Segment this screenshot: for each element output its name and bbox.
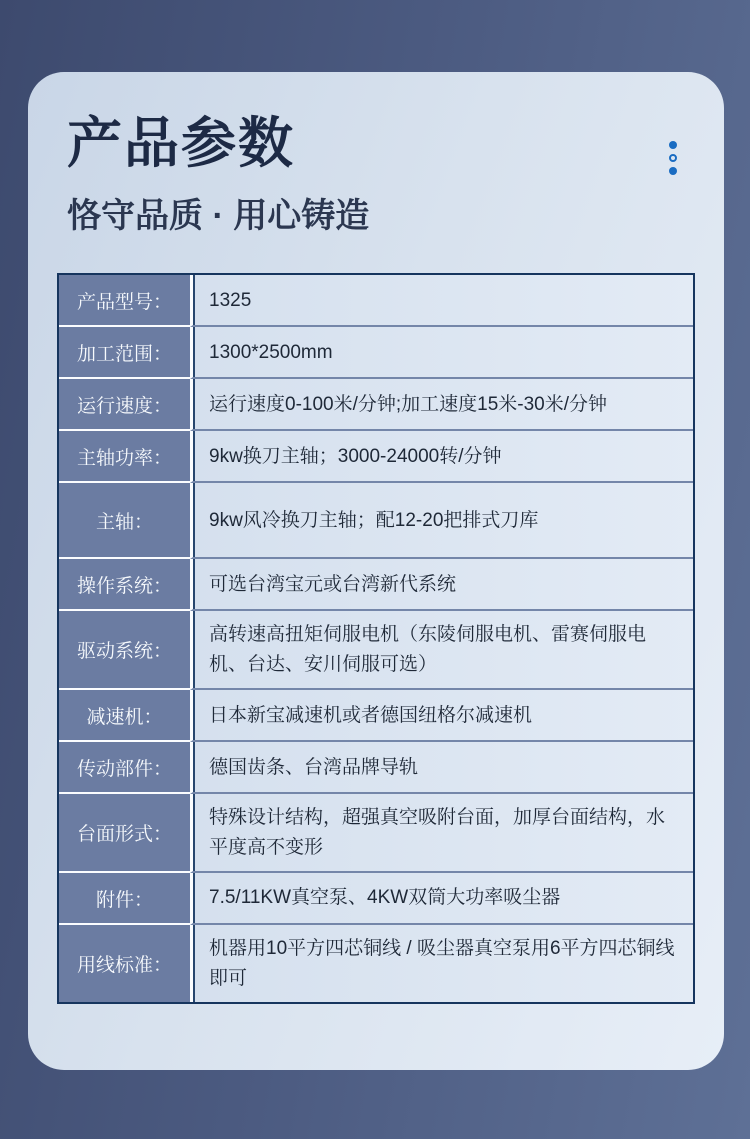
spec-value-text: 7.5/11KW真空泵、4KW双筒大功率吸尘器: [209, 887, 561, 909]
spec-label: [59, 873, 190, 925]
spec-value: [190, 742, 693, 794]
spec-label-text: 驱动系统：: [76, 641, 172, 663]
decorative-dots: [669, 141, 677, 175]
spec-table: [57, 273, 695, 1004]
spec-value: [190, 925, 693, 1002]
spec-value-text: 机器用10平方四芯铜线 / 吸尘器真空泵用6平方四芯铜线即可: [209, 938, 675, 989]
spec-value-text: 日本新宝减速机或者德国纽格尔减速机: [209, 704, 533, 726]
spec-value: [190, 873, 693, 925]
spec-value: [190, 794, 693, 873]
spec-value-text: 可选台湾宝元或台湾新代系统: [209, 573, 457, 595]
spec-label: [59, 559, 190, 611]
spec-label: [59, 275, 190, 327]
dot-hollow-icon: [669, 154, 677, 162]
spec-value-text: 特殊设计结构，超强真空吸附台面，加厚台面结构，水平度高不变形: [209, 807, 666, 858]
spec-value: [190, 379, 693, 431]
page-subtitle: 恪守品质 · 用心铸造: [67, 197, 370, 235]
spec-label-text: 主轴：: [95, 511, 153, 533]
page-title: 产品参数: [67, 112, 296, 174]
spec-label-text: 产品型号：: [76, 291, 172, 313]
spec-value: [190, 327, 693, 379]
spec-label-text: 加工范围：: [76, 343, 172, 365]
spec-value-text: 德国齿条、台湾品牌导轨: [209, 756, 419, 778]
spec-value-text: 1325: [209, 289, 252, 311]
spec-value-text: 1300*2500mm: [209, 341, 333, 363]
dot-filled-icon: [669, 141, 677, 149]
content-card: [28, 72, 724, 1070]
spec-label-text: 附件：: [95, 889, 153, 911]
spec-label: [59, 690, 190, 742]
spec-label-text: 台面形式：: [76, 824, 172, 846]
spec-label: [59, 327, 190, 379]
spec-label: [59, 431, 190, 483]
spec-value: [190, 611, 693, 690]
spec-label: [59, 379, 190, 431]
spec-label-text: 主轴功率：: [76, 447, 172, 469]
spec-label-text: 用线标准：: [76, 955, 172, 977]
spec-label: [59, 794, 190, 873]
spec-label: [59, 925, 190, 1002]
spec-label: [59, 742, 190, 794]
spec-value-text: 9kw风冷换刀主轴；配12-20把排式刀库: [209, 509, 539, 531]
spec-value: [190, 559, 693, 611]
spec-label: [59, 483, 190, 559]
spec-label-text: 减速机：: [86, 706, 163, 728]
spec-value-text: 高转速高扭矩伺服电机（东陵伺服电机、雷赛伺服电机、台达、安川伺服可选）: [209, 624, 647, 675]
spec-label-text: 操作系统：: [76, 575, 172, 597]
spec-value-text: 9kw换刀主轴；3000-24000转/分钟: [209, 445, 502, 467]
spec-value: [190, 431, 693, 483]
spec-value-text: 运行速度0-100米/分钟;加工速度15米-30米/分钟: [209, 393, 608, 415]
spec-label-text: 运行速度：: [76, 395, 172, 417]
spec-value: [190, 690, 693, 742]
spec-value: [190, 275, 693, 327]
dot-filled-icon: [669, 167, 677, 175]
spec-label: [59, 611, 190, 690]
spec-label-text: 传动部件：: [76, 758, 172, 780]
spec-value: [190, 483, 693, 559]
